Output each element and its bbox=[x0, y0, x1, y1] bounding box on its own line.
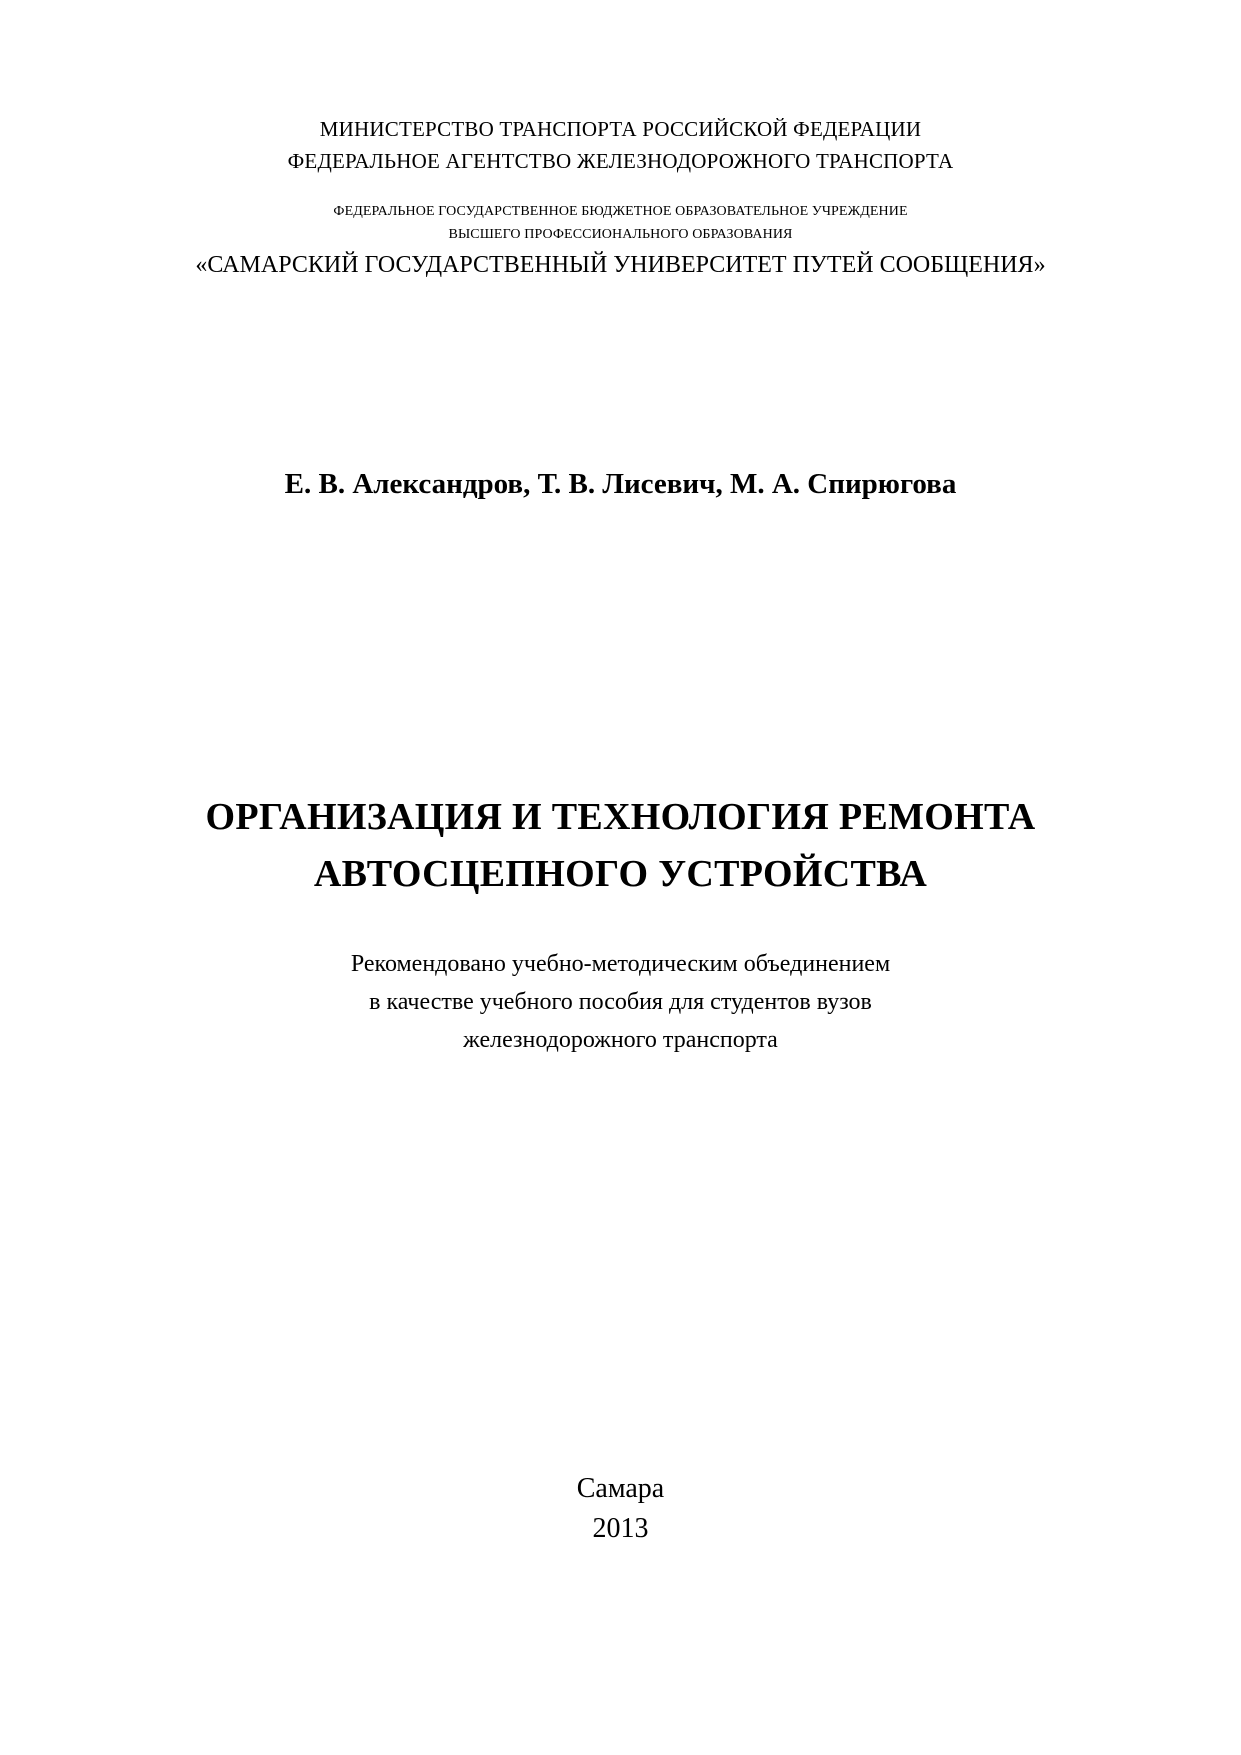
book-title-line-1: ОРГАНИЗАЦИЯ И ТЕХНОЛОГИЯ РЕМОНТА bbox=[205, 796, 1036, 838]
university-name: «САМАРСКИЙ ГОСУДАРСТВЕННЫЙ УНИВЕРСИТЕТ ПУТЕЙ СООБЩЕНИЯ» bbox=[195, 252, 1046, 278]
agency-name: ФЕДЕРАЛЬНОЕ АГЕНТСТВО ЖЕЛЕЗНОДОРОЖНОГО ТРАНСПОРТА bbox=[287, 149, 954, 173]
recommendation-line-2: в качестве учебного пособия для студентов вузов bbox=[369, 989, 872, 1015]
book-title-line-2: АВТОСЦЕПНОГО УСТРОЙСТВА bbox=[313, 853, 928, 895]
recommendation-line-1: Рекомендовано учебно-методическим объединением bbox=[350, 951, 891, 977]
recommendation-line-3: железнодорожного транспорта bbox=[463, 1027, 778, 1053]
institution-type-line-2: ВЫСШЕГО ПРОФЕССИОНАЛЬНОГО ОБРАЗОВАНИЯ bbox=[448, 227, 793, 242]
ministry-name: МИНИСТЕРСТВО ТРАНСПОРТА РОССИЙСКОЙ ФЕДЕРАЦИИ bbox=[319, 117, 922, 141]
institution-type-line-1: ФЕДЕРАЛЬНОЕ ГОСУДАРСТВЕННОЕ БЮДЖЕТНОЕ ОБРАЗОВАТЕЛЬНОЕ УЧРЕЖДЕНИЕ bbox=[333, 204, 908, 219]
imprint-year: 2013 bbox=[592, 1513, 649, 1544]
authors: Е. В. Александров, Т. В. Лисевич, М. А. Спирюгова bbox=[284, 468, 957, 500]
imprint-city: Самара bbox=[576, 1473, 665, 1504]
